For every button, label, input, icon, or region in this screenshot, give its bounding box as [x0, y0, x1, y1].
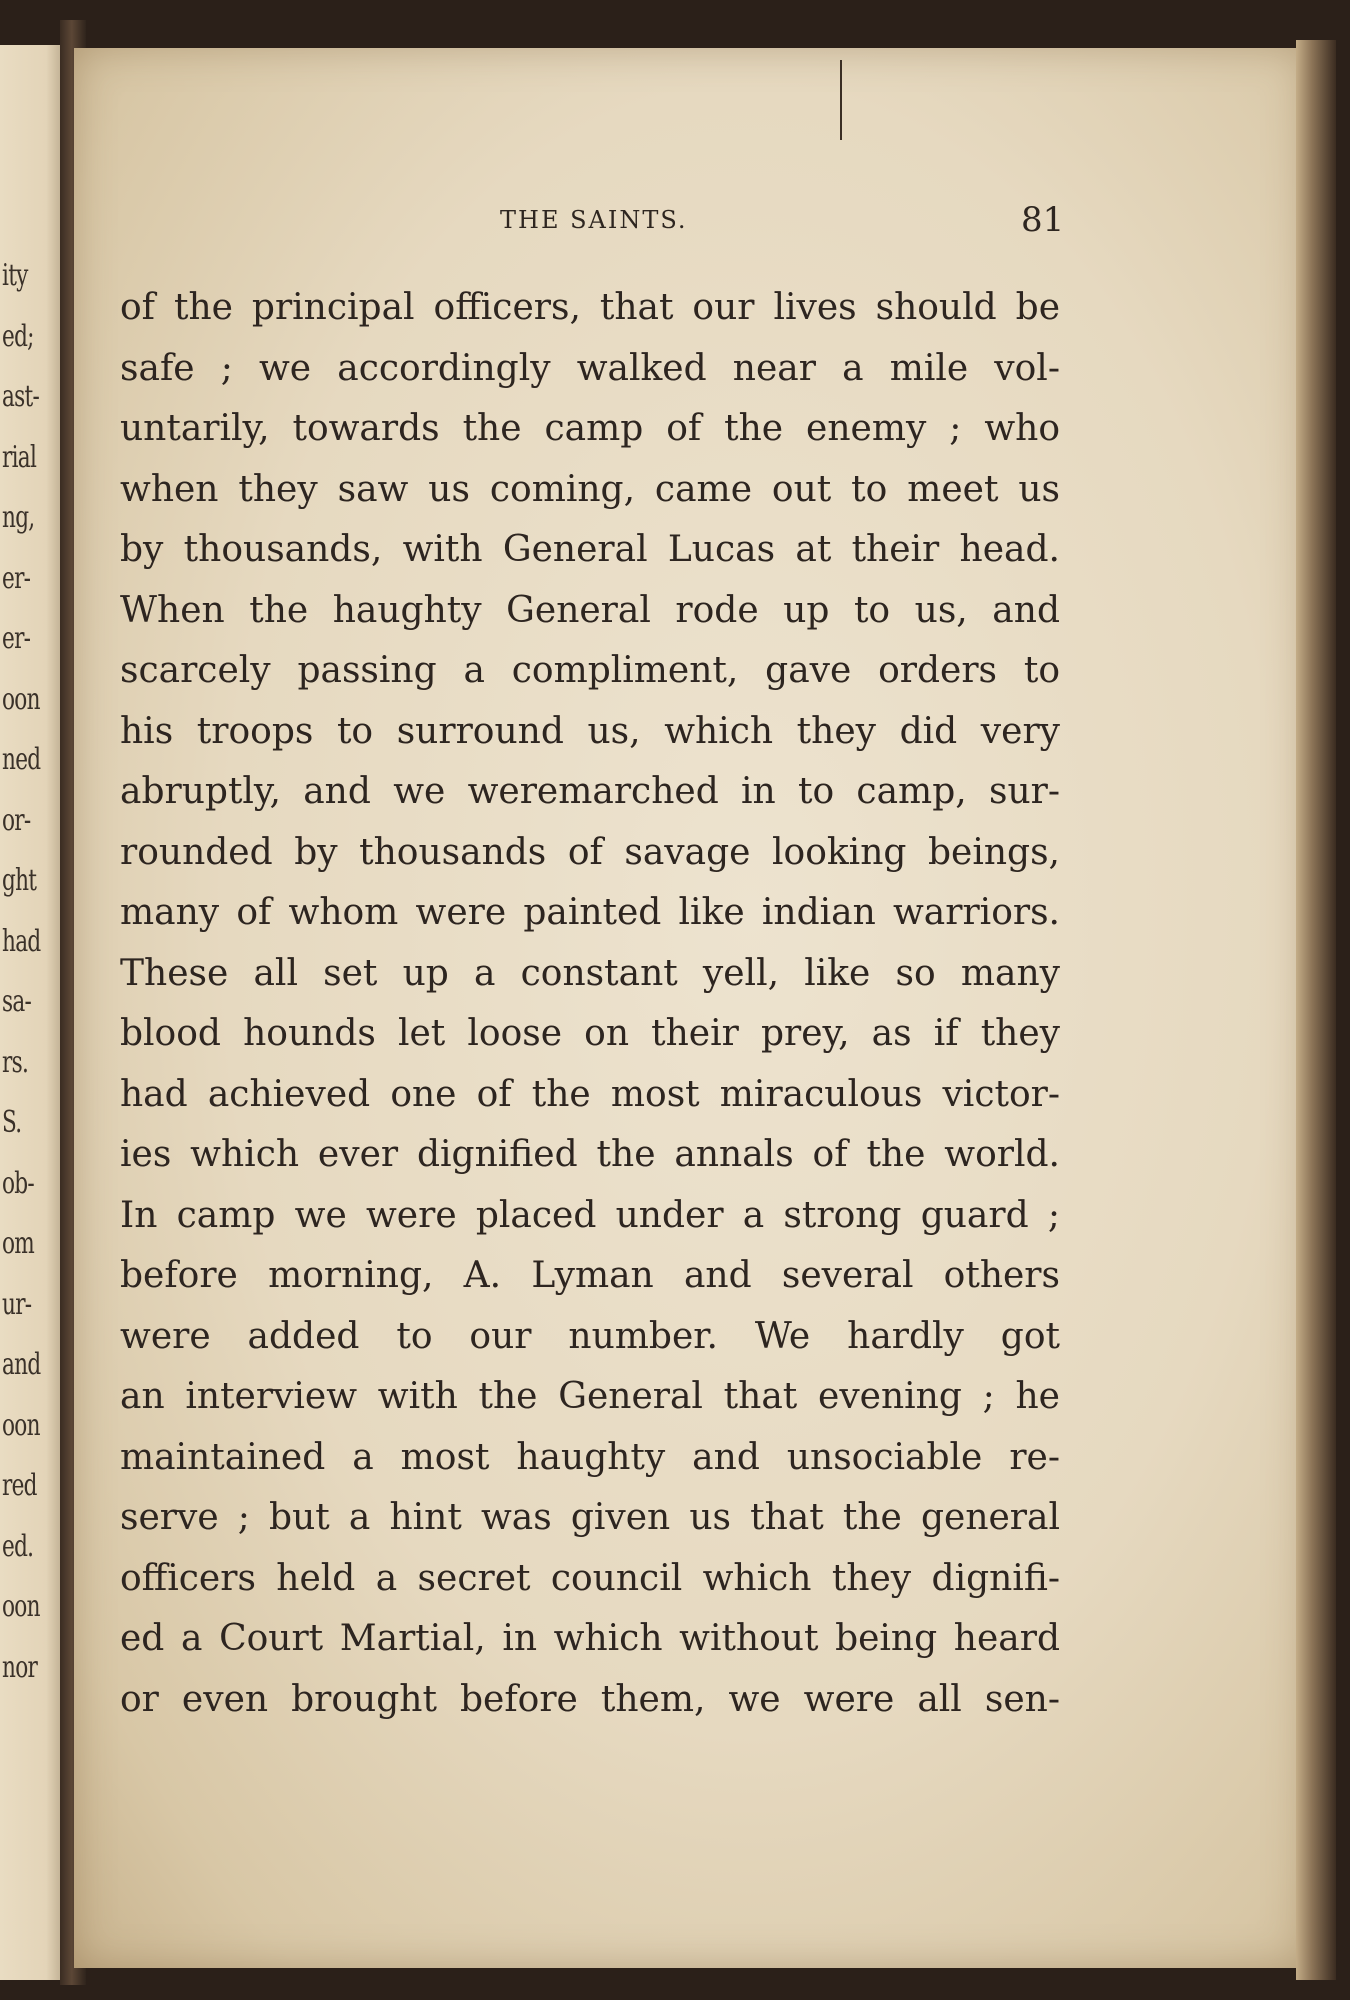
body-text: [120, 278, 1060, 1730]
text-line: his troops to surround us, which they did very: [120, 710, 1060, 752]
text-line: These all set up a constant yell, like so many: [120, 952, 1060, 994]
previous-page-fragment: oon: [2, 1589, 40, 1624]
previous-page-fragment: er-: [2, 621, 31, 656]
text-line: before morning, A. Lyman and several others: [120, 1255, 1060, 1296]
page-number: 81: [1021, 200, 1065, 240]
previous-page-fragment: ed.: [2, 1528, 34, 1564]
page-edge-right: [1296, 40, 1336, 1980]
running-head: [0, 200, 1350, 246]
previous-page-fragment: red: [2, 1468, 37, 1503]
previous-page-fragment: nor: [2, 1649, 38, 1685]
text-line: had achieved one of the most miraculous victor-: [120, 1073, 1060, 1115]
text-line: by thousands, with General Lucas at their head.: [120, 529, 1060, 570]
previous-page-fragment: S.: [2, 1105, 22, 1140]
previous-page-fragment: oon: [2, 681, 40, 717]
previous-page-fragment: om: [2, 1226, 35, 1261]
text-line: scarcely passing a compliment, gave orders to: [120, 650, 1060, 691]
previous-page-fragment: rs.: [2, 1044, 29, 1080]
previous-page-fragment: rial: [2, 439, 37, 475]
previous-page-fragment: ght: [2, 863, 37, 898]
previous-page-fragment: ng,: [2, 500, 35, 535]
previous-page-fragment: sa-: [2, 984, 32, 1019]
text-line: or even brought before them, we were all sen-: [120, 1678, 1060, 1720]
text-line: officers held a secret council which they dignifi-: [120, 1557, 1060, 1599]
previous-page-fragment: ob-: [2, 1165, 34, 1201]
previous-page-fragment: er-: [2, 560, 31, 596]
text-line: safe ; we accordingly walked near a mile vol-: [120, 347, 1060, 389]
text-line: abruptly, and we weremarched in to camp, sur-: [120, 771, 1060, 812]
text-line: blood hounds let loose on their prey, as if they: [120, 1013, 1060, 1054]
fold-mark: [840, 60, 842, 140]
text-line: serve ; but a hint was given us that the general: [120, 1497, 1060, 1538]
text-line: an interview with the General that evening ; he: [120, 1376, 1060, 1417]
text-line: of the principal officers, that our lives should be: [120, 287, 1060, 328]
text-line: rounded by thousands of savage looking beings,: [120, 831, 1060, 873]
previous-page-fragment: ity: [2, 258, 28, 293]
previous-page-fragment: had: [2, 923, 41, 959]
previous-page-fragment: ed;: [2, 318, 34, 354]
text-line: many of whom were painted like indian warriors.: [120, 892, 1060, 933]
previous-page-fragment: oon: [2, 1407, 40, 1443]
previous-page-fragment: and: [2, 1347, 41, 1382]
previous-page-fragment: ned: [2, 742, 41, 777]
text-line: when they saw us coming, came out to meet us: [120, 468, 1060, 510]
previous-page-fragment: ast-: [2, 379, 40, 414]
text-line: When the haughty General rode up to us, and: [120, 589, 1060, 631]
text-line: ies which ever dignified the annals of the world.: [120, 1134, 1060, 1175]
text-line: maintained a most haughty and unsociable re-: [120, 1436, 1060, 1478]
text-line: were added to our number. We hardly got: [120, 1315, 1060, 1357]
previous-page-fragment: or-: [2, 802, 31, 838]
text-line: untarily, towards the camp of the enemy ; who: [120, 408, 1060, 449]
text-line: ed a Court Martial, in which without being heard: [120, 1618, 1060, 1659]
previous-page-fragment: ur-: [2, 1286, 32, 1322]
text-line: In camp we were placed under a strong guard ;: [120, 1194, 1060, 1236]
previous-page-edge: [0, 45, 66, 1980]
running-head-title: THE SAINTS.: [500, 206, 688, 234]
